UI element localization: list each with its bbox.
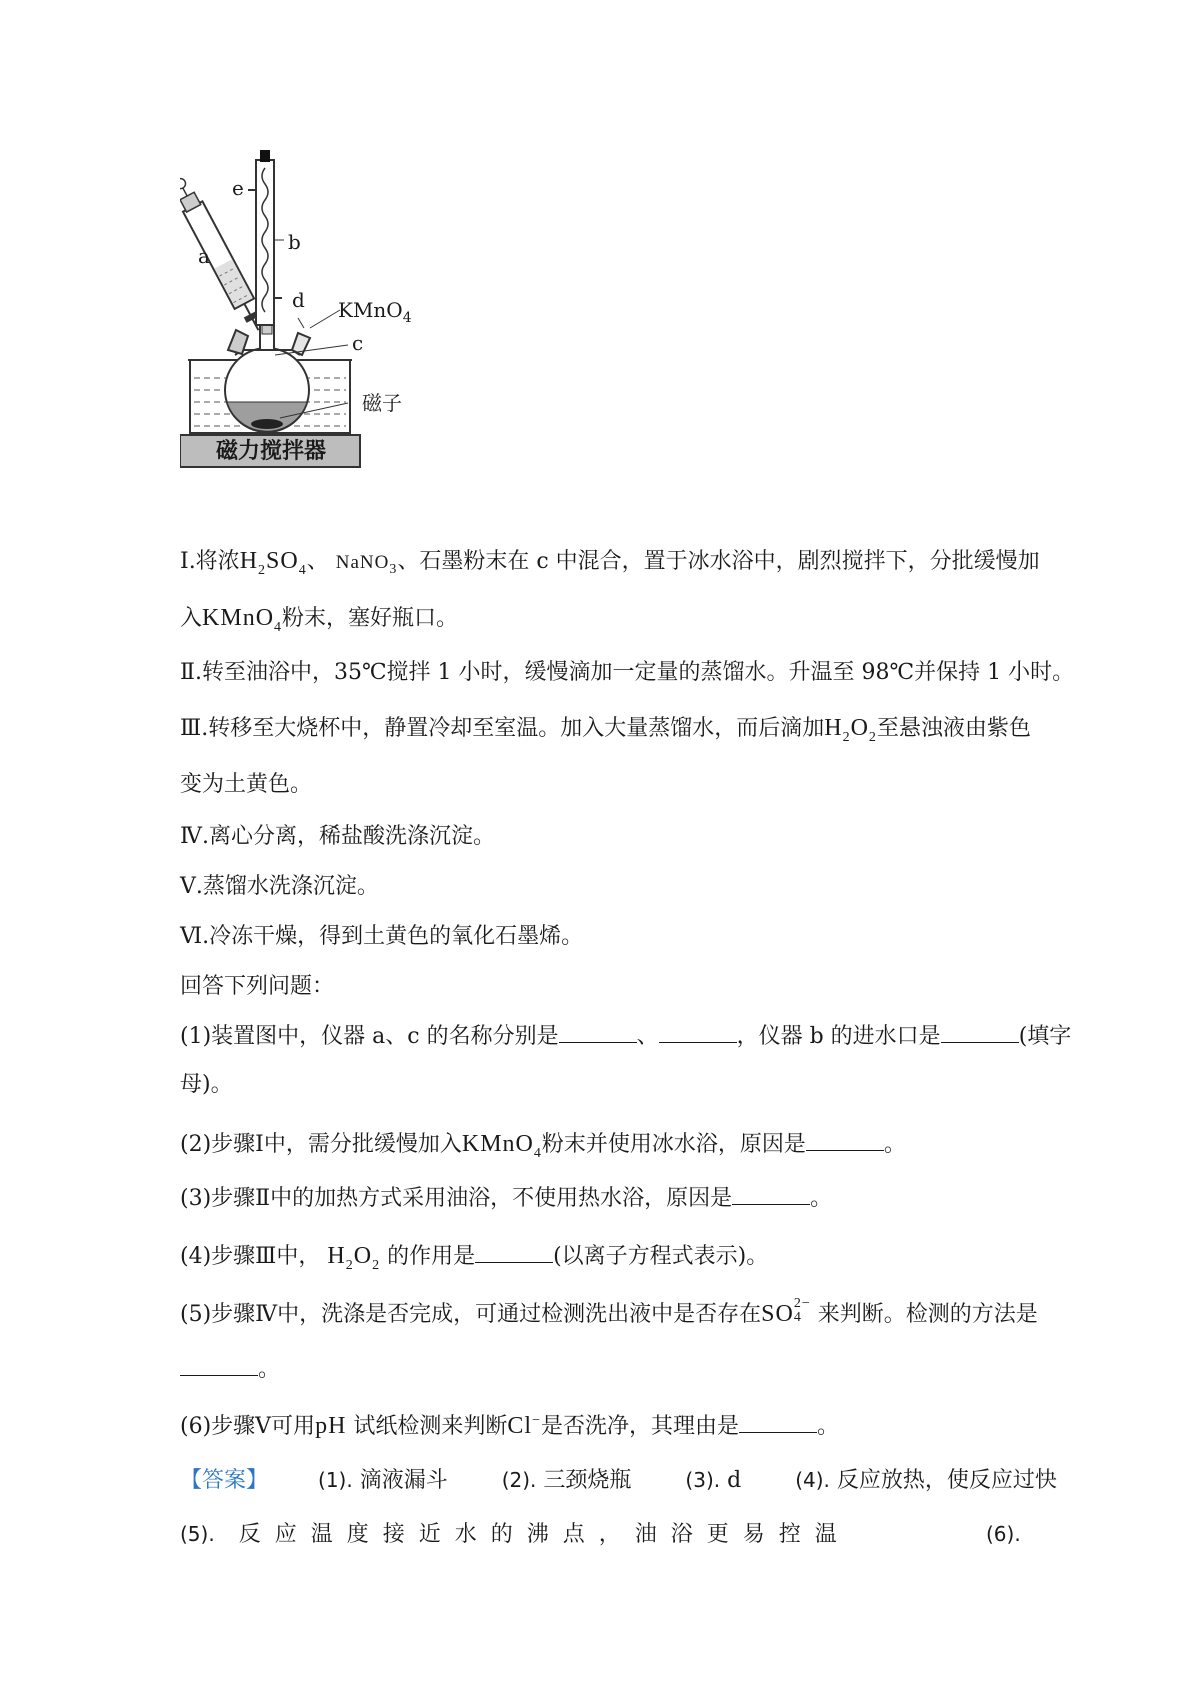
answer-tag: 【答案】: [180, 1468, 269, 1493]
answer-blank[interactable]: [180, 1355, 258, 1376]
answer-blank[interactable]: [659, 1022, 737, 1043]
question-3: (3)步骤Ⅱ中的加热方式采用油浴，不使用热水浴，原因是 。: [180, 1186, 833, 1211]
question-1-line-1: (1)装置图中，仪器 a、c 的名称分别是 、 ，仪器 b 的进水口是 (填字: [180, 1024, 1072, 1049]
label-magnetic-stirrer: 磁力搅拌器: [216, 438, 327, 464]
label-kmno4: KMnO$_4$: [338, 298, 412, 326]
dropping-funnel: [180, 174, 268, 335]
question-4: (4)步骤Ⅲ中， $H_2O_2$ 的作用是 (以离子方程式表示)。: [180, 1243, 769, 1273]
answer-line-1: 【答案】 (1). 滴液漏斗 (2). 三颈烧瓶 (3). d (4). 反应放热，使反应过快: [180, 1468, 1057, 1493]
label-b: b: [288, 230, 301, 254]
answer-blank[interactable]: [559, 1022, 637, 1043]
label-c: c: [352, 331, 364, 355]
step-2: Ⅱ.转至油浴中，35℃搅拌 1 小时，缓慢滴加一定量的蒸馏水。升温至 98℃并保持 1 小时。: [180, 660, 1075, 685]
step-3-line-1: Ⅲ.转移至大烧杯中，静置冷却至室温。加入大量蒸馏水，而后滴加$H_2O_2$至悬浊液由紫色: [180, 715, 1031, 745]
questions-intro: 回答下列问题：: [180, 974, 335, 999]
answer-blank[interactable]: [732, 1184, 810, 1205]
step-4: Ⅳ.离心分离，稀盐酸洗涤沉淀。: [180, 824, 495, 849]
answer-blank[interactable]: [475, 1242, 553, 1263]
question-6: (6)步骤Ⅴ可用pH 试纸检测来判断Cl−是否洗净，其理由是 。: [180, 1413, 840, 1439]
label-stir-bar: 磁子: [362, 391, 402, 415]
question-5-line-1: (5)步骤Ⅳ中，洗涤是否完成，可通过检测洗出液中是否存在SO 2− 4 来判断。检测的方法是: [180, 1296, 1038, 1327]
step-5: Ⅴ.蒸馏水洗涤沉淀。: [180, 874, 379, 899]
question-2: (2)步骤Ⅰ中，需分批缓慢加入KMnO$_4$粉末并使用冰水浴，原因是 。: [180, 1131, 906, 1161]
step-6: Ⅵ.冷冻干燥，得到土黄色的氧化石墨烯。: [180, 924, 584, 949]
step-3-line-2: 变为土黄色。: [180, 772, 313, 797]
answer-blank[interactable]: [739, 1412, 817, 1433]
label-a: a: [198, 244, 210, 268]
answer-blank[interactable]: [941, 1022, 1019, 1043]
question-5-line-2: 。: [180, 1355, 280, 1385]
answer-blank[interactable]: [806, 1130, 884, 1151]
answer-6-number: (6).: [986, 1522, 1021, 1546]
stir-bar: [251, 419, 283, 429]
apparatus-figure: [180, 150, 480, 510]
question-1-line-2: 母)。: [180, 1072, 233, 1097]
step-1-line-1: Ⅰ.将浓$H_2SO_4$、 NaNO$_3$、石墨粉末在 c 中混合，置于冰水浴中，剧烈搅拌下，分批缓慢加: [180, 548, 1040, 578]
step-1-line-2: 入KMnO$_4$粉末，塞好瓶口。: [180, 605, 459, 635]
label-e: e: [232, 176, 244, 200]
answer-line-2: (5). 反应温度接近水的沸点，油浴更易控温: [180, 1522, 851, 1547]
label-d: d: [292, 288, 305, 312]
